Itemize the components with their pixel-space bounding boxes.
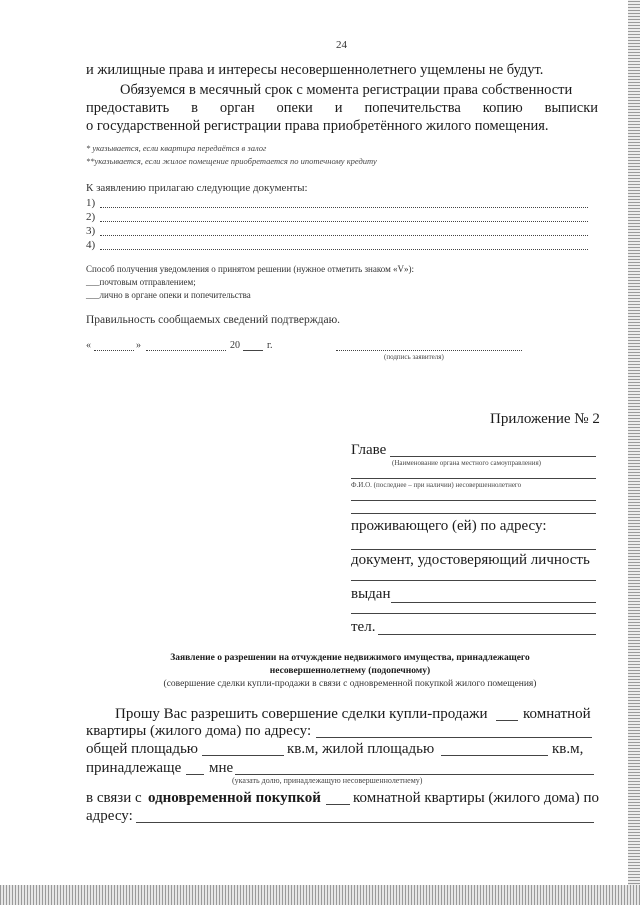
date-year-prefix: 20 — [230, 340, 240, 351]
fio-field-2[interactable] — [351, 513, 596, 514]
footnote-2: **указывается, если жилое помещение приобретается по ипотечному кредиту — [86, 156, 377, 166]
intro-line-4: о государственной регистрации права приобретённого жилого помещения. — [86, 118, 549, 134]
fio-field-1[interactable] — [351, 500, 596, 501]
date-day-field[interactable] — [94, 350, 134, 351]
id-document-label: документ, удостоверяющий личность — [351, 552, 590, 568]
notification-option-in-person[interactable]: ___лично в органе опеки и попечительства — [86, 290, 251, 300]
scan-edge-right — [628, 0, 640, 905]
phone-label: тел. — [351, 619, 376, 635]
to-label: Главе — [351, 442, 387, 458]
document-item-4: 4) — [86, 239, 96, 251]
signature-caption: (подпись заявителя) — [384, 353, 444, 361]
property-address-field[interactable] — [316, 737, 592, 738]
living-area-unit: кв.м, — [552, 741, 584, 757]
intro-line-3: предоставить в орган опеки и попечительства копию выписки — [86, 100, 598, 116]
date-month-field[interactable] — [146, 350, 226, 351]
rooms-label: комнатной — [523, 706, 591, 722]
belonging-ending-field[interactable] — [186, 774, 204, 775]
living-area-label: кв.м, жилой площадью — [287, 741, 435, 757]
issued-field[interactable] — [391, 602, 596, 603]
document-item-2: 2) — [86, 211, 96, 223]
page-number: 24 — [336, 39, 347, 51]
new-address-field[interactable] — [136, 822, 594, 823]
address-label: проживающего (ей) по адресу: — [351, 518, 547, 534]
rooms-count-field[interactable] — [496, 720, 518, 721]
document-line-4[interactable] — [100, 249, 588, 250]
date-year-suffix: г. — [267, 340, 273, 351]
reason-suffix: комнатной квартиры (жилого дома) по — [353, 790, 599, 806]
address-field[interactable] — [351, 549, 596, 550]
belonging-label: принадлежаще — [86, 760, 182, 776]
scan-edge-bottom — [0, 885, 640, 905]
total-area-field[interactable] — [202, 755, 284, 756]
date-quote-open: « — [86, 340, 91, 351]
documents-heading: К заявлению прилагаю следующие документы: — [86, 182, 308, 194]
confirmation-text: Правильность сообщаемых сведений подтверждаю. — [86, 314, 341, 326]
new-rooms-count-field[interactable] — [326, 804, 350, 805]
issued-field-2[interactable] — [351, 613, 596, 614]
date-quote-close: » — [136, 340, 141, 351]
intro-line-1: и жилищные права и интересы несовершеннолетнего ущемлены не будут. — [86, 62, 544, 78]
statement-title-line-2: несовершеннолетнему (подопечному) — [269, 666, 431, 676]
belonging-me-label: мне — [209, 760, 234, 776]
authority-name-field[interactable] — [390, 456, 596, 457]
statement-title-line-1: Заявление о разрешении на отчуждение недвижимого имущества, принадлежащего — [170, 653, 530, 663]
document-line-2[interactable] — [100, 221, 588, 222]
reason-prefix: в связи с — [86, 790, 142, 806]
authority-name-field-2[interactable] — [351, 478, 596, 479]
share-caption: (указать долю, принадлежащую несовершеннолетнему) — [232, 776, 423, 785]
notification-heading: Способ получения уведомления о принятом решении (нужное отметить знаком «V»): — [86, 264, 415, 274]
document-item-1: 1) — [86, 197, 96, 209]
footnote-1: * указывается, если квартира передаётся в залог — [86, 143, 267, 153]
authority-caption: (Наименование органа местного самоуправления) — [392, 459, 542, 467]
intro-line-2: Обязуемся в месячный срок с момента регистрации права собственности — [120, 82, 573, 98]
document-line-3[interactable] — [100, 235, 588, 236]
document-item-3: 3) — [86, 225, 96, 237]
reason-bold: одновременной покупкой — [148, 790, 321, 806]
share-field[interactable] — [235, 774, 594, 775]
id-document-field[interactable] — [351, 580, 596, 581]
date-year-field[interactable] — [243, 350, 263, 351]
document-line-1[interactable] — [100, 207, 588, 208]
request-line-1: Прошу Вас разрешить совершение сделки купли-продажи — [115, 706, 488, 722]
new-address-label: адресу: — [86, 808, 133, 824]
request-line-2: квартиры (жилого дома) по адресу: — [86, 723, 312, 739]
appendix-title: Приложение № 2 — [490, 411, 600, 427]
phone-field[interactable] — [378, 634, 596, 635]
notification-option-mail[interactable]: ___почтовым отправлением; — [86, 277, 196, 287]
signature-field[interactable] — [336, 350, 522, 351]
issued-label: выдан — [351, 586, 391, 602]
statement-subtitle: (совершение сделки купли-продажи в связи с одновременной покупкой жилого помещения) — [163, 679, 537, 689]
total-area-label: общей площадью — [86, 741, 199, 757]
fio-caption: Ф.И.О. (последнее – при наличии) несовершеннолетнего — [351, 481, 522, 489]
living-area-field[interactable] — [441, 755, 548, 756]
